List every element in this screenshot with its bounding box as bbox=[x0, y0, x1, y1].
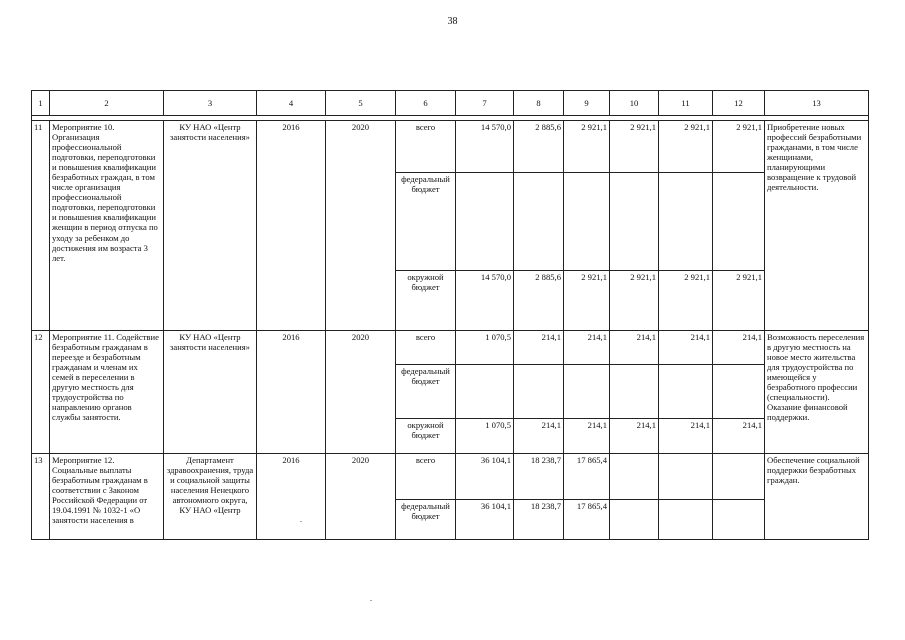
executor-cell: КУ НАО «Центр занятости населения» bbox=[164, 121, 257, 331]
value-cell: 14 570,0 bbox=[456, 121, 514, 173]
value-cell: 214,1 bbox=[713, 331, 765, 365]
value-cell bbox=[514, 173, 564, 271]
table-header-row bbox=[32, 91, 869, 116]
start-year-cell: 2016 bbox=[257, 454, 326, 540]
value-cell: 214,1 bbox=[659, 419, 713, 454]
value-cell: 17 865,4 bbox=[564, 500, 610, 540]
value-cell: 214,1 bbox=[610, 331, 659, 365]
result-cell: Обеспечение социальной поддержки безработных граждан. bbox=[765, 454, 869, 540]
scan-speck bbox=[370, 600, 372, 601]
value-cell: 1 070,5 bbox=[456, 331, 514, 365]
value-cell bbox=[659, 454, 713, 500]
value-cell bbox=[713, 173, 765, 271]
result-cell: Возможность переселения в другую местность на новое место жительства для трудоустройства по имеющейся у безработного профессии (специальности). Оказание финансовой поддержки. bbox=[765, 331, 869, 454]
table-row bbox=[32, 121, 869, 173]
value-cell: 36 104,1 bbox=[456, 454, 514, 500]
value-cell bbox=[456, 365, 514, 419]
source-cell: федеральный бюджет bbox=[396, 173, 456, 271]
value-cell: 14 570,0 bbox=[456, 271, 514, 331]
activity-cell: Мероприятие 12. Социальные выплаты безработным гражданам в соответствии с Законом Российской Федерации от 19.04.1991 № 1032-1 «О занятости населения в bbox=[50, 454, 164, 540]
value-cell: 18 238,7 bbox=[514, 454, 564, 500]
value-cell: 214,1 bbox=[659, 331, 713, 365]
value-cell: 214,1 bbox=[564, 419, 610, 454]
value-cell bbox=[564, 173, 610, 271]
value-cell: 1 070,5 bbox=[456, 419, 514, 454]
value-cell: 17 865,4 bbox=[564, 454, 610, 500]
header-cell: 10 bbox=[610, 91, 659, 116]
source-cell: всего bbox=[396, 121, 456, 173]
source-cell: всего bbox=[396, 454, 456, 500]
value-cell bbox=[713, 365, 765, 419]
source-cell: всего bbox=[396, 331, 456, 365]
row-number: 13 bbox=[32, 454, 50, 540]
header-cell: 8 bbox=[514, 91, 564, 116]
executor-cell: КУ НАО «Центр занятости населения» bbox=[164, 331, 257, 454]
header-cell: 11 bbox=[659, 91, 713, 116]
value-cell bbox=[659, 173, 713, 271]
value-cell: 214,1 bbox=[514, 419, 564, 454]
value-cell bbox=[610, 454, 659, 500]
source-cell: федеральный бюджет bbox=[396, 500, 456, 540]
value-cell: 2 885,6 bbox=[514, 121, 564, 173]
result-cell: Приобретение новых профессий безработными гражданами, в том числе женщинами, планирующими возвращение к трудовой деятельности. bbox=[765, 121, 869, 331]
header-cell: 9 bbox=[564, 91, 610, 116]
value-cell: 2 921,1 bbox=[659, 121, 713, 173]
value-cell: 214,1 bbox=[713, 419, 765, 454]
row-number: 11 bbox=[32, 121, 50, 331]
header-cell: 2 bbox=[50, 91, 164, 116]
program-activities-table bbox=[31, 90, 869, 540]
value-cell: 2 921,1 bbox=[659, 271, 713, 331]
source-cell: окружной бюджет bbox=[396, 419, 456, 454]
value-cell bbox=[659, 500, 713, 540]
value-cell: 214,1 bbox=[564, 331, 610, 365]
header-cell: 12 bbox=[713, 91, 765, 116]
value-cell bbox=[564, 365, 610, 419]
start-year-cell: 2016 bbox=[257, 331, 326, 454]
value-cell: 2 921,1 bbox=[564, 121, 610, 173]
page-number: 38 bbox=[447, 16, 458, 27]
header-cell: 4 bbox=[257, 91, 326, 116]
header-cell: 7 bbox=[456, 91, 514, 116]
value-cell bbox=[659, 365, 713, 419]
executor-cell: Департамент здравоохранения, труда и социальной защиты населения Ненецкого автономного округа, КУ НАО «Центр bbox=[164, 454, 257, 540]
value-cell: 2 921,1 bbox=[610, 121, 659, 173]
value-cell bbox=[713, 500, 765, 540]
value-cell: 36 104,1 bbox=[456, 500, 514, 540]
value-cell bbox=[610, 173, 659, 271]
value-cell: 214,1 bbox=[514, 331, 564, 365]
source-cell: федеральный бюджет bbox=[396, 365, 456, 419]
activity-cell: Мероприятие 10. Организация профессиональной подготовки, переподготовки и повышения квалификации безработных граждан, в том числе организация профессиональной подготовки, переподготовки и повышения квалификации женщин в период отпуска по уходу за ребенком до достижения им возраста 3 лет. bbox=[50, 121, 164, 331]
header-cell: 1 bbox=[32, 91, 50, 116]
end-year-cell: 2020 bbox=[326, 454, 396, 540]
value-cell: 2 921,1 bbox=[713, 271, 765, 331]
value-cell bbox=[610, 365, 659, 419]
activity-cell: Мероприятие 11. Содействие безработным гражданам в переезде и безработным гражданам и членам их семей в переселении в другую местность для трудоустройства по направлению органов службы занятости. bbox=[50, 331, 164, 454]
header-cell: 3 bbox=[164, 91, 257, 116]
value-cell bbox=[713, 454, 765, 500]
source-cell: окружной бюджет bbox=[396, 271, 456, 331]
table-row bbox=[32, 454, 869, 500]
scan-speck bbox=[300, 521, 302, 522]
value-cell bbox=[456, 173, 514, 271]
header-cell: 13 bbox=[765, 91, 869, 116]
value-cell: 214,1 bbox=[610, 419, 659, 454]
start-year-cell: 2016 bbox=[257, 121, 326, 331]
value-cell: 2 921,1 bbox=[610, 271, 659, 331]
header-cell: 5 bbox=[326, 91, 396, 116]
value-cell bbox=[610, 500, 659, 540]
end-year-cell: 2020 bbox=[326, 121, 396, 331]
value-cell: 2 885,6 bbox=[514, 271, 564, 331]
header-cell: 6 bbox=[396, 91, 456, 116]
end-year-cell: 2020 bbox=[326, 331, 396, 454]
table-row bbox=[32, 331, 869, 365]
value-cell: 18 238,7 bbox=[514, 500, 564, 540]
row-number: 12 bbox=[32, 331, 50, 454]
value-cell bbox=[514, 365, 564, 419]
value-cell: 2 921,1 bbox=[713, 121, 765, 173]
value-cell: 2 921,1 bbox=[564, 271, 610, 331]
